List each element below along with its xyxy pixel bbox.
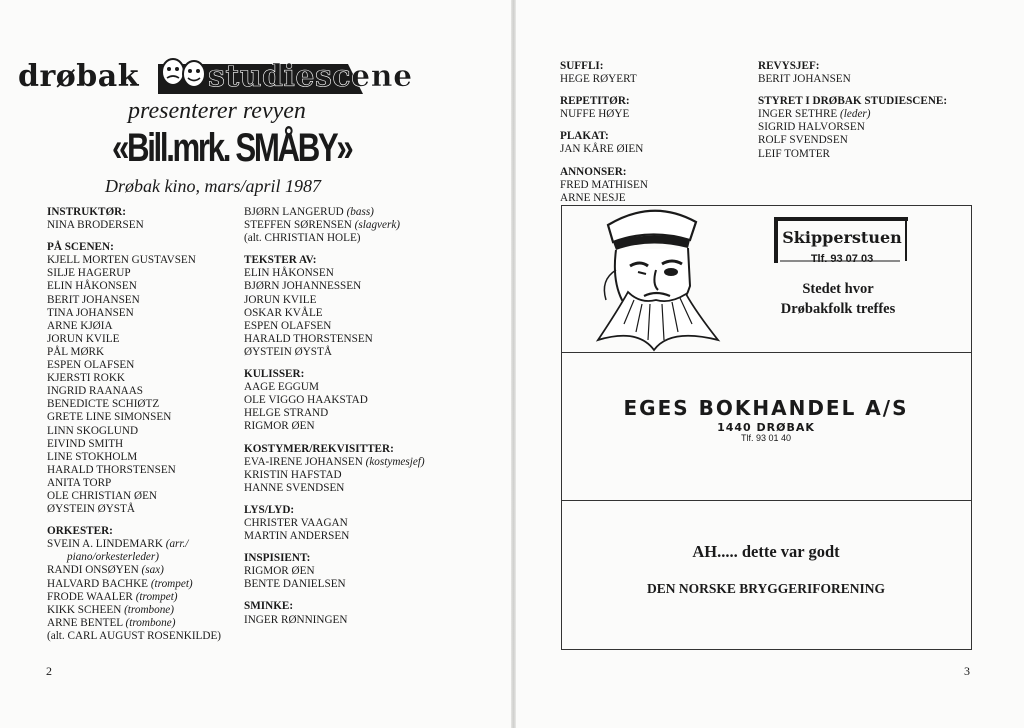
credit-line [47, 503, 242, 516]
credit-name: ELIN HÅKONSEN [47, 280, 137, 293]
ad-bokhandel-phone: Tlf. 93 01 40 [740, 433, 792, 443]
credit-role-note: (kostymesjef) [365, 455, 425, 468]
credit-line [47, 591, 242, 604]
credit-line [560, 143, 750, 156]
credit-name: HEGE RØYERT [560, 73, 637, 86]
credit-line [47, 294, 242, 307]
ad-skipperstuen-tagline: Stedet hvor Drøbakfolk treffes [780, 281, 896, 317]
credit-name: JORUN KVILE [244, 293, 317, 306]
credit-line [560, 179, 750, 192]
credit-section [560, 166, 750, 205]
credit-line [47, 617, 242, 630]
credit-line [47, 219, 242, 232]
credits-column-3 [560, 60, 750, 214]
credit-line [244, 614, 469, 627]
page-gutter [511, 0, 516, 728]
credit-name: MARTIN ANDERSEN [244, 530, 350, 543]
credit-name: KIKK SCHEEN [47, 603, 122, 616]
credit-name: LEIF TOMTER [758, 147, 830, 160]
credit-name: RIGMOR ØEN [244, 565, 315, 578]
credit-heading: ANNONSER: [560, 165, 627, 178]
credit-name: BJØRN LANGERUD [244, 206, 344, 218]
credit-line [47, 254, 242, 267]
credit-name: BENTE DANIELSEN [244, 578, 346, 591]
credit-line [758, 134, 978, 147]
credit-section [244, 443, 469, 495]
ad-skipperstuen-phone: Tlf. 93 07 03 [810, 253, 874, 265]
credit-name: ROLF SVENDSEN [758, 134, 848, 147]
credit-line [244, 381, 469, 394]
logo-text-2: studiescene [208, 59, 413, 94]
credit-heading: KULISSER: [244, 368, 305, 381]
credit-line [244, 407, 469, 420]
credit-name: KJERSTI ROKK [47, 372, 126, 385]
credit-line [244, 482, 469, 495]
credit-section [560, 130, 750, 156]
credit-section [47, 525, 242, 643]
credit-line [47, 385, 242, 398]
credit-heading: TEKSTER AV: [244, 254, 317, 267]
ad-brewery-name: DEN NORSKE BRYGGERIFORENING [646, 581, 886, 596]
credit-line [47, 438, 242, 451]
credits-column-4 [758, 60, 978, 170]
credit-line [47, 451, 242, 464]
credit-name: OLE CHRISTIAN ØEN [47, 489, 158, 502]
credit-line [758, 108, 978, 121]
credit-section [47, 206, 242, 232]
credit-name: BERIT JOHANSEN [758, 73, 851, 86]
credit-heading: PLAKAT: [560, 130, 609, 143]
credit-line [47, 320, 242, 333]
credit-section [47, 241, 242, 516]
credit-heading: LYS/LYD: [244, 503, 295, 516]
credit-line [560, 73, 750, 86]
credit-line [244, 346, 469, 359]
credit-line [47, 630, 242, 643]
credit-name: AAGE EGGUM [244, 381, 319, 394]
credit-line [758, 73, 978, 86]
credit-section [758, 60, 978, 86]
ad-bokhandel-name: EGES BOKHANDEL A/S [623, 396, 909, 420]
credit-role-note: piano/orkesterleder) [67, 551, 159, 564]
credit-name: NINA BRODERSEN [47, 219, 144, 232]
subtitle: presenterer revyen [128, 98, 306, 124]
credit-section [244, 254, 469, 359]
credit-section [560, 95, 750, 121]
page-number-right: 3 [964, 664, 970, 678]
credit-line [47, 551, 242, 564]
credit-heading: INSPISIENT: [244, 552, 311, 565]
credit-name: HELGE STRAND [244, 407, 329, 420]
credit-role-note: (trombone) [124, 603, 174, 616]
credit-line [47, 307, 242, 320]
credit-line [244, 206, 469, 219]
credit-name: NUFFE HØYE [560, 108, 630, 121]
credit-line [244, 565, 469, 578]
credit-role-note: (slagverk) [354, 219, 401, 232]
credit-line [47, 346, 242, 359]
credit-line [47, 267, 242, 280]
credit-line [47, 280, 242, 293]
credit-line [244, 456, 469, 469]
credit-section [244, 600, 469, 626]
credit-name: INGRID RAANAAS [47, 385, 144, 398]
credit-name: OLE VIGGO HAAKSTAD [244, 394, 368, 407]
credit-name: EIVIND SMITH [47, 437, 124, 450]
credit-role-note: (trompet) [150, 577, 193, 590]
studiescene-logo [18, 50, 428, 96]
credit-heading: SMINKE: [244, 600, 294, 613]
credit-line [47, 538, 242, 551]
skipper-illustration [578, 200, 728, 352]
credit-name: ELIN HÅKONSEN [244, 267, 334, 280]
ad-brewery-slogan: AH..... dette var godt [692, 542, 840, 561]
credit-name: BERIT JOHANSEN [47, 293, 140, 306]
credit-line [244, 320, 469, 333]
credit-section [244, 206, 469, 245]
credit-name: HALVARD BACHKE [47, 577, 149, 590]
credit-line [47, 464, 242, 477]
credit-line [244, 219, 469, 232]
credit-line [47, 425, 242, 438]
credit-section [560, 60, 750, 86]
credit-name: KJELL MORTEN GUSTAVSEN [47, 254, 196, 267]
credit-line [758, 121, 978, 134]
credit-name: FRODE WAALER [47, 590, 133, 603]
credit-name: ARNE KJØIA [47, 319, 113, 332]
credit-line [244, 469, 469, 482]
credit-section [244, 504, 469, 543]
credit-line [244, 530, 469, 543]
credit-heading: REPETITØR: [560, 95, 630, 108]
credit-name: INGER RØNNINGEN [244, 613, 348, 626]
credit-name: INGER SETHRE [758, 108, 838, 121]
credit-name: OSKAR KVÅLE [244, 306, 323, 319]
credit-name: LINN SKOGLUND [47, 424, 139, 437]
page-number-left: 2 [46, 664, 52, 678]
credit-name: GRETE LINE SIMONSEN [47, 411, 172, 424]
credit-name: HARALD THORSTENSEN [47, 463, 176, 476]
credit-name: BENEDICTE SCHIØTZ [47, 398, 160, 411]
credits-column-2 [244, 206, 469, 636]
credit-heading: KOSTYMER/REKVISITTER: [244, 442, 394, 455]
credit-section [244, 552, 469, 591]
credit-name: HARALD THORSTENSEN [244, 332, 373, 345]
credit-name: RANDI ONSØYEN [47, 564, 139, 577]
credit-line [244, 294, 469, 307]
credit-line [758, 148, 978, 161]
credit-role-note: (leder) [840, 108, 871, 121]
credit-line [47, 372, 242, 385]
credit-line [244, 267, 469, 280]
credit-name: ARNE NESJE [560, 191, 626, 204]
credit-heading: ORKESTER: [47, 525, 113, 538]
credit-name: ESPEN OLAFSEN [244, 319, 332, 332]
credit-line [244, 517, 469, 530]
credit-name: (alt. CHRISTIAN HOLE) [244, 232, 361, 245]
credit-name: HANNE SVENDSEN [244, 481, 345, 494]
ad-divider [561, 500, 971, 501]
credit-name: RIGMOR ØEN [244, 420, 315, 433]
credit-line [244, 394, 469, 407]
credit-line [47, 490, 242, 503]
credit-name: ØYSTEIN ØYSTÅ [244, 345, 332, 358]
ad-skipperstuen-name: Skipperstuen [782, 228, 902, 247]
credit-name: JAN KÅRE ØIEN [560, 143, 644, 156]
credit-line [244, 420, 469, 433]
credit-role-note: (trombone) [125, 616, 176, 629]
credit-name: EVA-IRENE JOHANSEN [244, 455, 363, 468]
credit-line [47, 411, 242, 424]
credit-name: FRED MATHISEN [560, 178, 648, 191]
show-title: «Bill.mrk. SMÅBY» [112, 126, 352, 170]
credit-line [244, 307, 469, 320]
credit-line [47, 333, 242, 346]
credits-column-1 [47, 206, 242, 652]
credit-name: ØYSTEIN ØYSTÅ [47, 503, 135, 516]
credit-name: ANITA TORP [47, 476, 112, 489]
credit-name: JORUN KVILE [47, 332, 120, 345]
credit-role-note: (trompet) [135, 590, 178, 603]
credit-name: ESPEN OLAFSEN [47, 359, 135, 372]
credit-heading: STYRET I DRØBAK STUDIESCENE: [758, 95, 948, 108]
credit-name: (alt. CARL AUGUST ROSENKILDE) [47, 629, 222, 642]
credit-role-note: (bass) [346, 206, 374, 218]
credit-name: ARNE BENTEL [47, 616, 123, 629]
credit-line [47, 398, 242, 411]
credit-name: SVEIN A. LINDEMARK [47, 538, 163, 551]
credit-heading: REVYSJEF: [758, 60, 820, 72]
credit-heading: SUFFLI: [560, 60, 604, 72]
credit-heading: PÅ SCENEN: [47, 241, 114, 254]
credit-line [244, 280, 469, 293]
credit-name: SIGRID HALVORSEN [758, 121, 865, 134]
credit-line [47, 604, 242, 617]
credit-name: BJØRN JOHANNESSEN [244, 280, 362, 293]
credit-line [47, 578, 242, 591]
credit-name: LINE STOKHOLM [47, 450, 138, 463]
credit-line [47, 564, 242, 577]
ad-bokhandel-city: 1440 DRØBAK [717, 421, 815, 434]
credit-role-note: (sax) [141, 564, 164, 577]
credit-name: TINA JOHANSEN [47, 306, 134, 319]
ad-divider [561, 352, 971, 353]
credit-section [758, 95, 978, 160]
credit-line [47, 477, 242, 490]
credit-line [560, 108, 750, 121]
credit-line [244, 232, 469, 245]
credit-heading: INSTRUKTØR: [47, 206, 126, 218]
credit-name: PÅL MØRK [47, 345, 105, 358]
credit-line [47, 359, 242, 372]
credit-role-note: (arr./ [165, 538, 189, 551]
credit-line [244, 578, 469, 591]
venue-line: Drøbak kino, mars/april 1987 [105, 176, 321, 196]
credit-name: KRISTIN HAFSTAD [244, 468, 342, 481]
credit-name: SILJE HAGERUP [47, 267, 131, 280]
logo-text-1: drøbak [18, 59, 139, 94]
credit-line [244, 333, 469, 346]
credit-section [244, 368, 469, 433]
credit-name: STEFFEN SØRENSEN [244, 219, 352, 232]
credit-name: CHRISTER VAAGAN [244, 516, 348, 529]
